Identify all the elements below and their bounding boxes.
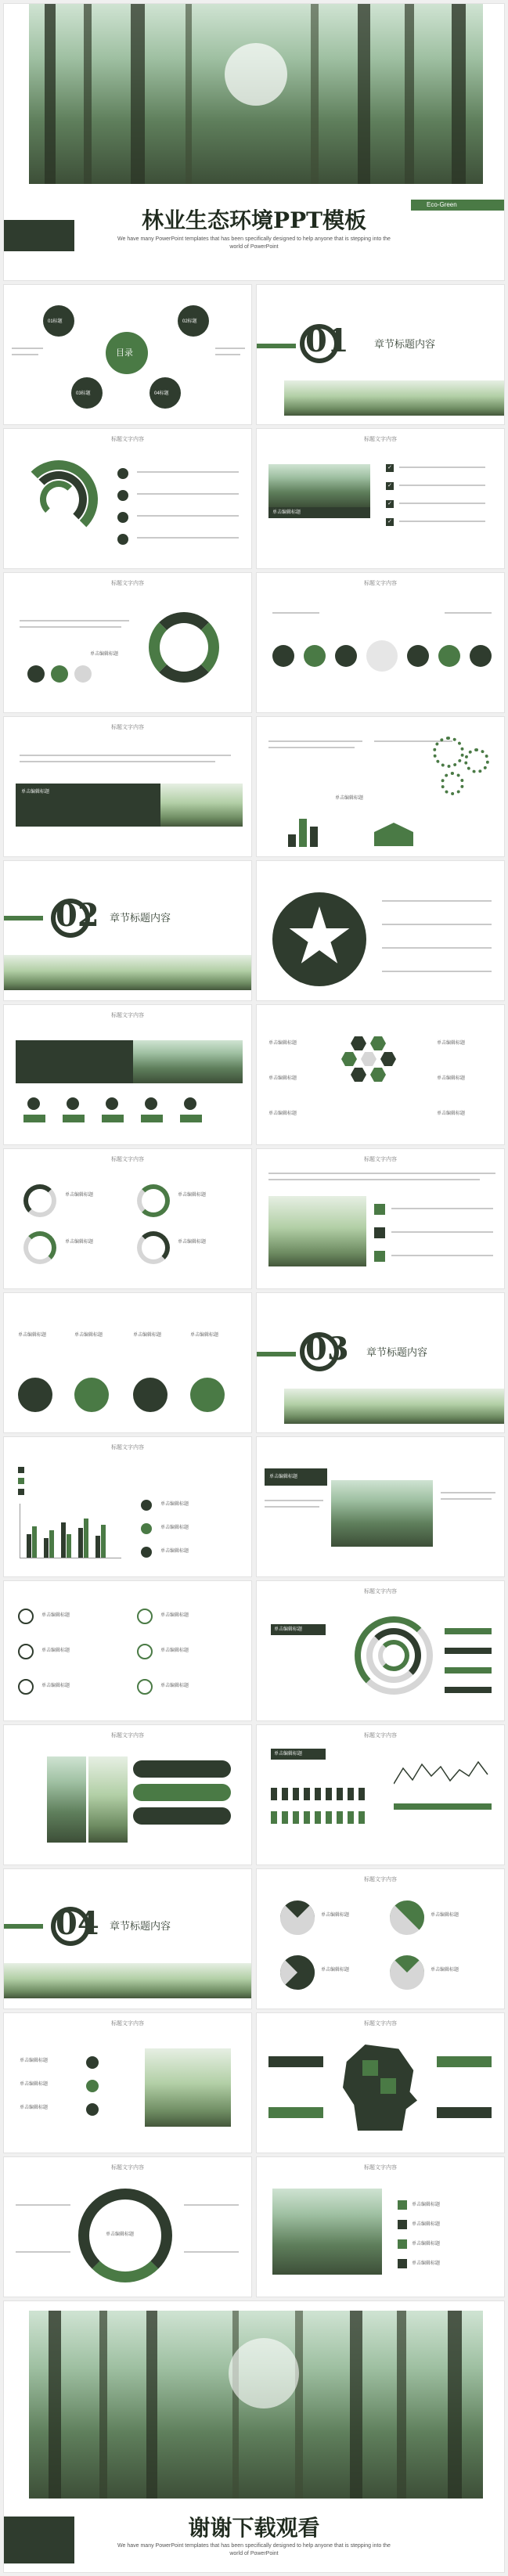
toc-slide bbox=[3, 284, 252, 425]
bar-chart bbox=[20, 1504, 121, 1558]
section-title: 章节标题内容 bbox=[110, 913, 171, 924]
tag bbox=[180, 1115, 202, 1122]
node bbox=[27, 665, 45, 683]
text-line bbox=[20, 761, 215, 762]
label-box bbox=[437, 2107, 492, 2118]
text-line bbox=[382, 900, 492, 902]
bar bbox=[299, 819, 307, 847]
item-label: 单击编辑标题 bbox=[178, 1240, 207, 1245]
slide-header: 标题文字内容 bbox=[364, 1877, 397, 1882]
section-01-slide bbox=[256, 284, 505, 425]
concentric-ring bbox=[378, 1640, 409, 1671]
icon-circle bbox=[106, 1097, 118, 1110]
icon-circle bbox=[438, 645, 460, 667]
pie bbox=[390, 1900, 424, 1935]
text-line bbox=[391, 1231, 493, 1233]
check-icon: ✓ bbox=[386, 482, 394, 490]
percent-ring bbox=[137, 1184, 170, 1217]
icon-circle bbox=[27, 1097, 40, 1110]
slide-header: 标题文字内容 bbox=[364, 1733, 397, 1738]
hex bbox=[370, 1036, 386, 1050]
tab bbox=[133, 1760, 231, 1778]
section-bar bbox=[257, 344, 296, 348]
toc-center-label: 目录 bbox=[116, 348, 133, 358]
hex bbox=[380, 1052, 396, 1066]
text-line bbox=[215, 348, 245, 349]
list-ring bbox=[18, 1644, 34, 1659]
bullet bbox=[398, 2220, 407, 2229]
label-box-text: 单击编辑标题 bbox=[274, 1627, 303, 1632]
text-line bbox=[265, 1506, 319, 1508]
item-label: 单击编辑标题 bbox=[18, 1333, 47, 1338]
slide-bar-chart bbox=[3, 1436, 252, 1577]
cycle-ring bbox=[149, 612, 219, 683]
slide-cycle bbox=[3, 572, 252, 713]
photo bbox=[272, 2189, 382, 2275]
item-label: 单击编辑标题 bbox=[412, 2222, 441, 2227]
section-03-slide bbox=[256, 1292, 505, 1433]
bullet bbox=[374, 1251, 385, 1262]
item-label: 单击编辑标题 bbox=[41, 1684, 70, 1688]
item-label: 单击编辑标题 bbox=[74, 1333, 103, 1338]
slide-header: 标题文字内容 bbox=[111, 2165, 144, 2171]
icon-circle bbox=[184, 1097, 196, 1110]
closing-slide bbox=[3, 2300, 505, 2573]
slide-gears bbox=[256, 716, 505, 857]
toc-item-3-label: 03标题 bbox=[76, 391, 91, 396]
timeline-dot bbox=[141, 1523, 152, 1534]
bar bbox=[288, 834, 296, 847]
text-line bbox=[137, 515, 239, 517]
label-box bbox=[437, 2056, 492, 2067]
item-label: 单击编辑标题 bbox=[65, 1240, 94, 1245]
legend bbox=[18, 1467, 24, 1473]
photo bbox=[88, 1756, 128, 1843]
section-forest-strip bbox=[4, 1963, 252, 1998]
slide-four-circles bbox=[3, 1292, 252, 1433]
photo bbox=[133, 1040, 243, 1083]
item-label: 单击编辑标题 bbox=[160, 1613, 189, 1618]
list-dot bbox=[117, 512, 128, 523]
icon-circle bbox=[67, 1097, 79, 1110]
pie bbox=[280, 1900, 315, 1935]
item-label: 单击编辑标题 bbox=[160, 1526, 189, 1530]
toc-item-1-label: 01标题 bbox=[48, 319, 63, 324]
section-number: 02 bbox=[56, 897, 99, 934]
photo bbox=[268, 464, 370, 507]
section-04-slide bbox=[3, 1868, 252, 2009]
banner-label: 单击编辑标题 bbox=[21, 790, 50, 794]
cover-forest-image bbox=[29, 4, 483, 184]
icon-circle bbox=[304, 645, 326, 667]
toc-item-4-label: 04标题 bbox=[154, 391, 169, 396]
gear-icon bbox=[464, 748, 489, 773]
text-line bbox=[399, 485, 485, 486]
text-line bbox=[16, 2204, 70, 2206]
text-line bbox=[441, 1492, 495, 1493]
tag bbox=[102, 1115, 124, 1122]
cover-badge: Eco-Green bbox=[427, 201, 457, 208]
photo-caption: 单击编辑标题 bbox=[272, 510, 301, 515]
text-line bbox=[12, 348, 43, 349]
tab bbox=[133, 1807, 231, 1825]
text-line bbox=[268, 1173, 495, 1174]
slide-sunlight-photo bbox=[256, 2156, 505, 2297]
closing-subtitle: We have many PowerPoint templates that has been specifically designed to help anyone that is stepping into the world of PowerPoint bbox=[117, 2543, 391, 2556]
photo bbox=[268, 1196, 366, 1266]
label-box bbox=[268, 2107, 323, 2118]
item-label: 单击编辑标题 bbox=[160, 1648, 189, 1653]
check-icon: ✓ bbox=[386, 464, 394, 472]
item-label: 单击编辑标题 bbox=[412, 2242, 441, 2246]
item-label: 单击编辑标题 bbox=[437, 1111, 466, 1116]
section-title: 章节标题内容 bbox=[374, 339, 436, 351]
section-number: 03 bbox=[305, 1331, 349, 1367]
timeline-dot bbox=[141, 1547, 152, 1558]
slide-pies bbox=[256, 1868, 505, 2009]
legend bbox=[18, 1478, 24, 1484]
legend-bar bbox=[445, 1628, 492, 1634]
slide-icon-row bbox=[256, 572, 505, 713]
slide-header: 标题文字内容 bbox=[364, 1589, 397, 1594]
slide-arc-list bbox=[3, 428, 252, 569]
slide-big-ring bbox=[3, 2156, 252, 2297]
gear-icon bbox=[441, 772, 464, 795]
text-line bbox=[12, 354, 38, 355]
bullet bbox=[398, 2259, 407, 2268]
item-label: 单击编辑标题 bbox=[412, 2261, 441, 2266]
slide-header: 标题文字内容 bbox=[111, 1445, 144, 1450]
icon-circle bbox=[470, 645, 492, 667]
hex bbox=[370, 1068, 386, 1082]
item-label: 单击编辑标题 bbox=[431, 1968, 459, 1973]
slide-building-photo bbox=[3, 2012, 252, 2153]
list-ring bbox=[137, 1679, 153, 1695]
slide-header: 标题文字内容 bbox=[364, 581, 397, 586]
text-line bbox=[268, 740, 362, 742]
line-chart bbox=[394, 1753, 492, 1800]
text-line bbox=[20, 626, 121, 628]
text-line bbox=[399, 503, 485, 504]
text-line bbox=[445, 612, 492, 614]
item-label: 单击编辑标题 bbox=[178, 1193, 207, 1198]
puzzle-tile bbox=[362, 2060, 378, 2076]
photo bbox=[331, 1480, 433, 1547]
list-dot bbox=[117, 534, 128, 545]
slide-header: 标题文字内容 bbox=[111, 437, 144, 442]
slide-header: 标题文字内容 bbox=[111, 725, 144, 730]
item-label: 单击编辑标题 bbox=[160, 1549, 189, 1554]
text-line bbox=[391, 1255, 493, 1256]
slide-star bbox=[256, 860, 505, 1001]
item-label: 单击编辑标题 bbox=[160, 1502, 189, 1507]
text-line bbox=[20, 755, 231, 756]
timeline-dot bbox=[141, 1500, 152, 1511]
text-line bbox=[265, 1500, 323, 1501]
arc-inner bbox=[40, 481, 77, 518]
check-icon: ✓ bbox=[386, 500, 394, 508]
bullet bbox=[398, 2200, 407, 2210]
item-label: 单击编辑标题 bbox=[65, 1193, 94, 1198]
icon-circle bbox=[86, 2103, 99, 2116]
text-line bbox=[399, 467, 485, 468]
photo bbox=[47, 1756, 86, 1843]
text-line bbox=[382, 947, 492, 949]
section-bar bbox=[257, 1352, 296, 1356]
gear-icon bbox=[433, 737, 464, 768]
tag bbox=[141, 1115, 163, 1122]
text-line bbox=[137, 493, 239, 495]
icon-circle bbox=[335, 645, 357, 667]
text-line bbox=[441, 1498, 492, 1500]
progress-bar bbox=[394, 1803, 492, 1810]
item-label: 单击编辑标题 bbox=[133, 1333, 162, 1338]
legend-bar bbox=[445, 1687, 492, 1693]
legend-bar bbox=[445, 1667, 492, 1673]
bulb-icon bbox=[366, 640, 398, 672]
legend-bar bbox=[445, 1648, 492, 1654]
text-line bbox=[399, 521, 485, 522]
item-label: 单击编辑标题 bbox=[437, 1076, 466, 1081]
slide-hex bbox=[256, 1004, 505, 1145]
item-label: 单击编辑标题 bbox=[437, 1041, 466, 1046]
item-label: 单击编辑标题 bbox=[321, 1968, 350, 1973]
text-line bbox=[268, 747, 355, 748]
closing-title: 谢谢下载观看 bbox=[188, 2515, 320, 2541]
hex bbox=[361, 1052, 376, 1066]
text-line bbox=[184, 2251, 239, 2253]
item-label: 单击编辑标题 bbox=[268, 1111, 297, 1116]
label-box-text: 单击编辑标题 bbox=[274, 1752, 303, 1756]
cover-subtitle: We have many PowerPoint templates that has been specifically designed to help anyone that is stepping into the world of PowerPoint bbox=[117, 236, 391, 250]
text-line bbox=[382, 924, 492, 925]
node bbox=[51, 665, 68, 683]
icon-circle bbox=[86, 2080, 99, 2092]
feature-circle bbox=[190, 1378, 225, 1412]
slide-photo-icons bbox=[3, 1004, 252, 1145]
photo bbox=[145, 2048, 231, 2127]
percent-ring bbox=[137, 1231, 170, 1264]
icon-circle bbox=[86, 2056, 99, 2069]
hex bbox=[351, 1036, 366, 1050]
label-box-text: 单击编辑标题 bbox=[269, 1475, 298, 1479]
puzzle-tile bbox=[380, 2078, 396, 2094]
panel bbox=[16, 1040, 133, 1083]
section-forest-strip bbox=[284, 1389, 505, 1424]
slide-concentric bbox=[256, 1580, 505, 1721]
item-label: 单击编辑标题 bbox=[20, 2106, 49, 2110]
people-icons bbox=[271, 1811, 365, 1824]
text-line bbox=[215, 354, 240, 355]
slide-header: 标题文字内容 bbox=[364, 437, 397, 442]
item-label: 单击编辑标题 bbox=[160, 1684, 189, 1688]
slide-photo-banner bbox=[3, 716, 252, 857]
ring-label: 单击编辑标题 bbox=[106, 2232, 135, 2237]
text-line bbox=[20, 620, 129, 621]
slide-header: 标题文字内容 bbox=[111, 1013, 144, 1018]
section-number: 04 bbox=[56, 1905, 99, 1942]
section-bar bbox=[4, 916, 43, 921]
tab bbox=[133, 1784, 231, 1801]
text-line bbox=[382, 971, 492, 972]
slide-header: 标题文字内容 bbox=[111, 581, 144, 586]
slide-head-puzzle bbox=[256, 2012, 505, 2153]
bullet bbox=[374, 1227, 385, 1238]
section-bar bbox=[4, 1924, 43, 1929]
people-icons bbox=[271, 1788, 365, 1800]
closing-forest-image bbox=[29, 2311, 483, 2499]
tag bbox=[23, 1115, 45, 1122]
text-line bbox=[272, 612, 319, 614]
slide-header: 标题文字内容 bbox=[364, 2165, 397, 2171]
item-label: 单击编辑标题 bbox=[268, 1041, 297, 1046]
slide-percent-circles bbox=[3, 1148, 252, 1289]
section-forest-strip bbox=[4, 955, 252, 990]
slide-ring-list bbox=[3, 1580, 252, 1721]
item-label: 单击编辑标题 bbox=[321, 1913, 350, 1918]
pie bbox=[390, 1955, 424, 1990]
item-label: 单击编辑标题 bbox=[41, 1648, 70, 1653]
item-label: 单击编辑标题 bbox=[20, 2082, 49, 2087]
hex bbox=[341, 1052, 357, 1066]
item-label: 单击编辑标题 bbox=[412, 2203, 441, 2207]
slide-road-photo bbox=[256, 1436, 505, 1577]
hex bbox=[351, 1068, 366, 1082]
icon-circle bbox=[272, 645, 294, 667]
toc-item-2-label: 02标题 bbox=[182, 319, 197, 324]
text-line bbox=[268, 1179, 480, 1180]
item-label: 单击编辑标题 bbox=[90, 652, 119, 657]
node bbox=[74, 665, 92, 683]
feature-circle bbox=[74, 1378, 109, 1412]
icon-circle bbox=[145, 1097, 157, 1110]
slide-header: 标题文字内容 bbox=[111, 1733, 144, 1738]
text-line bbox=[16, 2251, 70, 2253]
house-icon bbox=[374, 823, 413, 846]
item-label: 单击编辑标题 bbox=[431, 1913, 459, 1918]
section-title: 章节标题内容 bbox=[366, 1347, 428, 1359]
section-02-slide bbox=[3, 860, 252, 1001]
text-line bbox=[184, 2204, 239, 2206]
pie bbox=[280, 1955, 315, 1990]
check-icon: ✓ bbox=[386, 518, 394, 526]
list-ring bbox=[18, 1679, 34, 1695]
item-label: 单击编辑标题 bbox=[268, 1076, 297, 1081]
slide-header: 标题文字内容 bbox=[111, 2021, 144, 2027]
section-number: 01 bbox=[305, 322, 349, 359]
item-label: 单击编辑标题 bbox=[335, 796, 364, 801]
bar bbox=[310, 827, 318, 847]
cover-title: 林业生态环境PPT模板 bbox=[142, 207, 366, 233]
slide-photo-textboxes bbox=[256, 1148, 505, 1289]
list-dot bbox=[117, 490, 128, 501]
section-forest-strip bbox=[284, 380, 505, 416]
list-dot bbox=[117, 468, 128, 479]
feature-circle bbox=[133, 1378, 168, 1412]
list-ring bbox=[18, 1609, 34, 1624]
percent-ring bbox=[23, 1231, 56, 1264]
cover-slide bbox=[3, 3, 505, 281]
item-label: 单击编辑标题 bbox=[190, 1333, 219, 1338]
slide-photos-tabs bbox=[3, 1724, 252, 1865]
item-label: 单击编辑标题 bbox=[20, 2059, 49, 2063]
list-ring bbox=[137, 1609, 153, 1624]
item-label: 单击编辑标题 bbox=[41, 1613, 70, 1618]
legend bbox=[18, 1489, 24, 1495]
text-line bbox=[137, 537, 239, 539]
slide-header: 标题文字内容 bbox=[364, 2021, 397, 2027]
percent-ring bbox=[23, 1184, 56, 1217]
label-box bbox=[268, 2056, 323, 2067]
slide-photo-checklist bbox=[256, 428, 505, 569]
photo bbox=[160, 784, 243, 827]
slide-header: 标题文字内容 bbox=[364, 1157, 397, 1162]
bullet bbox=[398, 2239, 407, 2249]
text-line bbox=[137, 471, 239, 473]
feature-circle bbox=[18, 1378, 52, 1412]
tag bbox=[63, 1115, 85, 1122]
icon-circle bbox=[407, 645, 429, 667]
slide-header: 标题文字内容 bbox=[111, 1157, 144, 1162]
text-line bbox=[391, 1208, 493, 1209]
list-ring bbox=[137, 1644, 153, 1659]
section-title: 章节标题内容 bbox=[110, 1921, 171, 1933]
bullet bbox=[374, 1204, 385, 1215]
slide-people-line bbox=[256, 1724, 505, 1865]
